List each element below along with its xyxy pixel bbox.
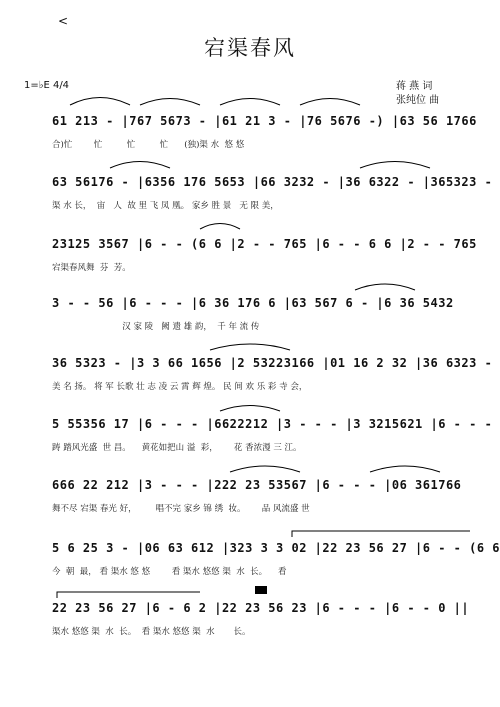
lyric-line: 渠水 悠悠 渠 水 长。 看 渠水 悠悠 渠 水 长。 [52, 627, 251, 637]
lyric-line: 踌 踏风光盛 世 昌。 黄花如把山 溢 彩， 花 香浓漫 三 江。 [52, 443, 302, 453]
slur-mark [140, 99, 200, 106]
slur-mark [230, 466, 300, 472]
lyric-line: 舞不尽 宕渠 春光 好， 唱不完 家乡 锦 绣 妆。 品 风流盛 世 [52, 504, 310, 514]
slur-mark [210, 344, 290, 350]
slur-mark [200, 224, 240, 230]
notation-line: 666 22 212 |3 - - - |222 23 53567 |6 - - - |06 361766 [52, 478, 462, 492]
lyric-line: 今 朝 最， 看 渠水 悠 悠 看 渠水 悠悠 渠 水 长。 看 [52, 567, 287, 577]
lyric-line: 美 名 扬。 将 军 长歌 壮 志 凌 云 霄 辉 煌。 民 间 欢 乐 彩 寺 会， [52, 382, 308, 392]
volta-bracket [292, 531, 470, 537]
corner-mark: < [58, 14, 69, 28]
slur-mark [220, 406, 280, 412]
repeat-sign [255, 586, 267, 594]
notation-line: 5 55356 17 |6 - - - |6622212 |3 - - - |3 3215621 |6 - - - [52, 417, 493, 431]
notation-line: 5 6 25 3 - |06 63 612 |323 3 3 02 |22 23 56 27 |6 - - (6 6 [52, 541, 500, 555]
page-title: 宕渠春风 [204, 36, 296, 60]
composer: 张纯位 曲 [396, 95, 440, 106]
lyricist: 蒋 燕 词 [396, 81, 433, 92]
credits [396, 80, 439, 108]
lyric-line: 宕渠春风舞 芬 芳。 [52, 263, 131, 273]
slur-mark [370, 466, 440, 472]
notation-line: 61 213 - |767 5673 - |61 21 3 - |76 5676 -) |63 56 1766 [52, 114, 477, 128]
volta-bracket [57, 592, 200, 598]
lyric-line: 汉 家 陵 阙 遗 雄 韵， 千 年 流 传 [52, 322, 260, 332]
lyric-line: 渠 水 长， 宙 人 故 里 飞 凤 凰。 家乡 胜 景 无 限 美， [52, 201, 279, 211]
lyric-line: 合)忙 忙 忙 忙 (独)渠 水 悠 悠 [52, 140, 245, 150]
key-signature: 1=♭E 4/4 [24, 80, 70, 91]
notation-line: 36 5323 - |3 3 66 1656 |2 53223166 |01 16 2 32 |36 6323 - [52, 356, 493, 370]
slur-mark [110, 162, 170, 169]
notation-line: 22 23 56 27 |6 - 6 2 |22 23 56 23 |6 - - - |6 - - 0 || [52, 601, 470, 615]
notation-line: 23125 3567 |6 - - (6 6 |2 - - 765 |6 - - 6 6 |2 - - 765 [52, 237, 477, 251]
slur-mark [220, 99, 280, 106]
notation-line: 63 56176 - |6356 176 5653 |66 3232 - |36 6322 - |365323 - [52, 175, 493, 189]
slur-mark [300, 99, 360, 106]
slur-mark [70, 98, 130, 106]
slur-mark [360, 162, 430, 169]
slur-mark [355, 284, 415, 290]
notation-line: 3 - - 56 |6 - - - |6 36 176 6 |63 567 6 - |6 36 5432 [52, 296, 454, 310]
